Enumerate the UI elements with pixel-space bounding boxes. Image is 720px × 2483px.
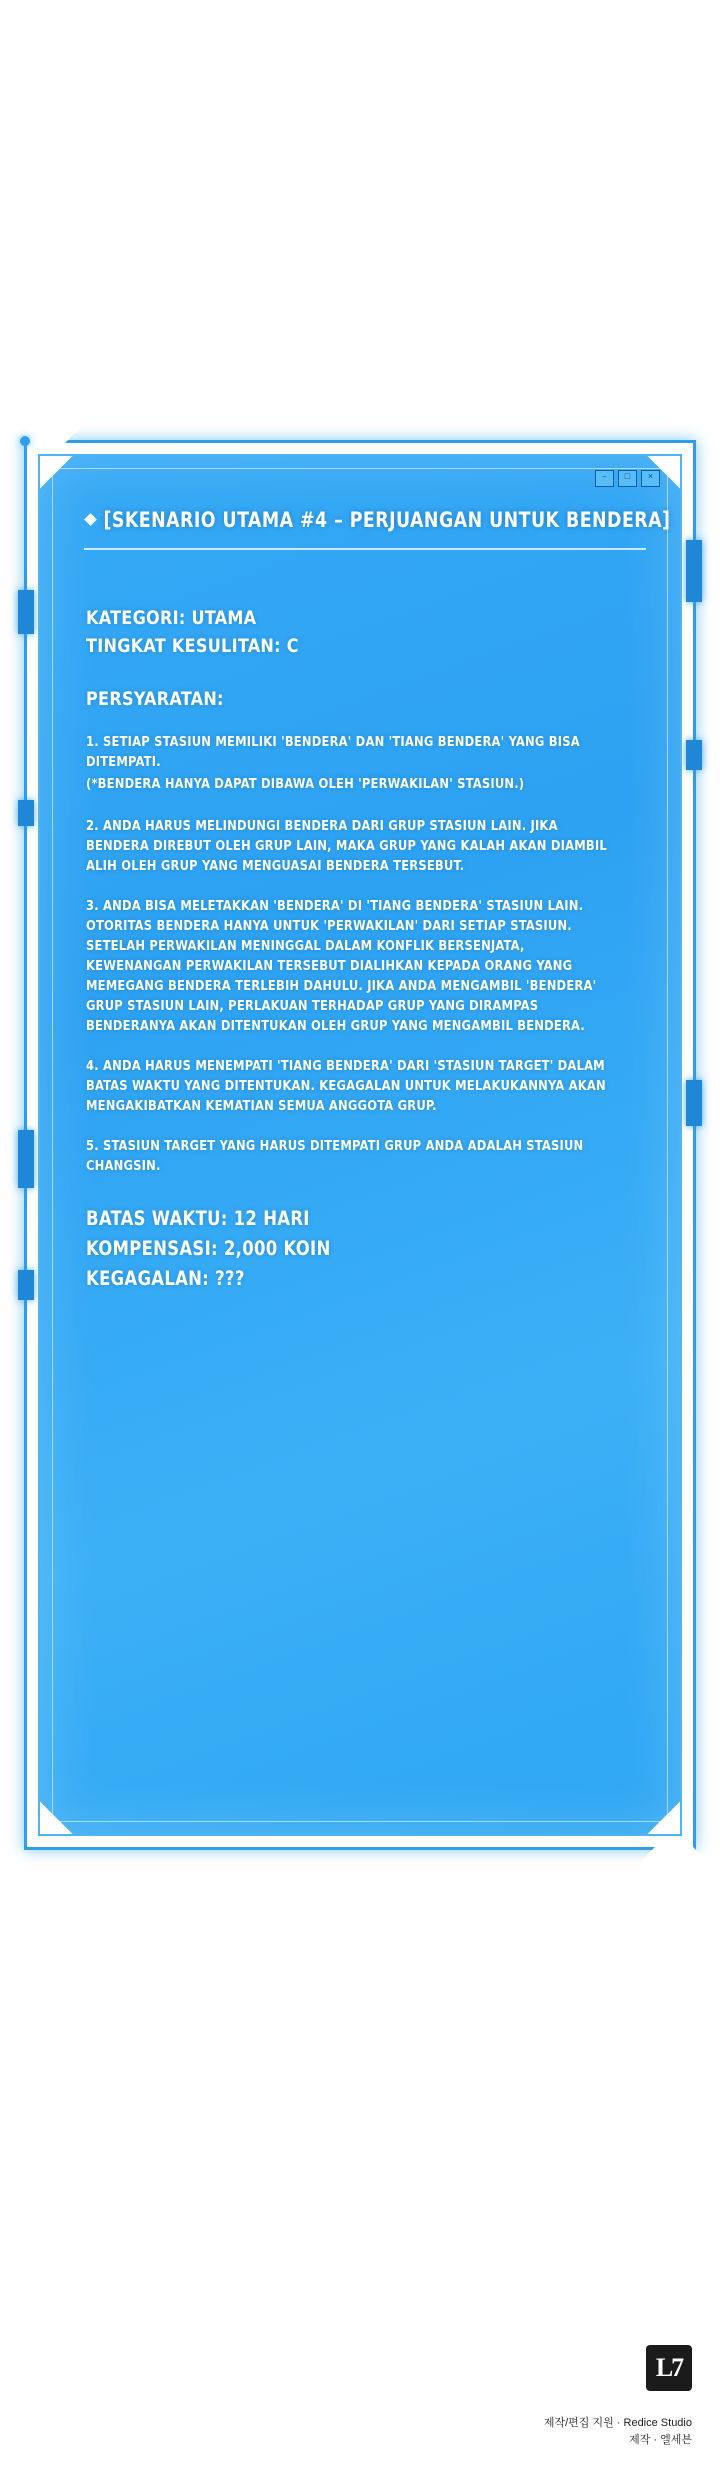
window-panel [38,454,682,1836]
requirement-item-note: (*BENDERA HANYA DAPAT DIBAWA OLEH 'PERWAKILAN' STASIUN.) [86,776,525,792]
credits [544,2415,692,2449]
frame-decoration-right-1 [686,540,702,602]
credits-line-1: 제작/편집 지원 · Redice Studio [543,2417,692,2429]
maximize-button[interactable]: □ [618,470,637,487]
frame-corner-dot [20,436,30,446]
frame-decoration-right-2 [686,740,702,770]
studio-logo-glyph: L7 [655,2353,683,2382]
close-button[interactable]: × [641,470,660,487]
scenario-content [86,604,640,1294]
time-limit-line: BATAS WAKTU: 12 HARI [86,1207,310,1230]
credits-line-2: 제작 · 엘세븐 [629,2434,692,2446]
studio-logo-icon [646,2345,692,2391]
requirement-item: 3. ANDA BISA MELETAKKAN 'BENDERA' DI 'TIANG BENDERA' STASIUN LAIN. OTORITAS BENDERA HANYA UNTUK 'PERWAKILAN' DARI SETIAP STASIUN. SETELAH PERWAKILAN MENINGGAL DALAM KONFLIK BERSENJATA, KEWENANGAN PERWAKILAN TERSEBUT DIALIHKAN KEPADA ORANG YANG MEMEGANG BENDERA TERLEBIH DAHULU. JIKA ANDA MENGAMBIL 'BENDERA' GRUP STASIUN LAIN, PERLAKUAN TERHADAP GRUP YANG DIRAMPAS BENDERANYA AKAN DITENTUKAN OLEH GRUP YANG MENGAMBIL BENDERA. [86,898,597,1034]
frame-decoration-right-3 [686,1080,702,1126]
requirement-item: 1. SETIAP STASIUN MEMILIKI 'BENDERA' DAN 'TIANG BENDERA' YANG BISA DITEMPATI. [86,734,580,770]
difficulty-line: TINGKAT KESULITAN: C [86,635,299,657]
title-underline [84,548,646,550]
minimize-button[interactable]: – [595,470,614,487]
scenario-summary [86,1204,640,1294]
panel-corner-cut-bottom-right [647,1801,682,1836]
panel-corner-cut-top-left [38,454,73,489]
page-title: [SKENARIO UTAMA #4 – PERJUANGAN UNTUK BENDERA] [103,508,671,532]
requirements-heading: PERSYARATAN: [86,688,224,710]
compensation-line: KOMPENSASI: 2,000 KOIN [86,1237,331,1260]
requirements-list [86,732,640,1176]
title-bar [74,508,671,532]
window-controls [595,470,660,487]
frame-decoration-left-3 [18,1130,34,1188]
category-line: KATEGORI: UTAMA [86,607,257,629]
scenario-window [24,440,696,1850]
requirement-item: 5. STASIUN TARGET YANG HARUS DITEMPATI GRUP ANDA ADALAH STASIUN CHANGSIN. [86,1138,584,1174]
requirement-item: 4. ANDA HARUS MENEMPATI 'TIANG BENDERA' DARI 'STASIUN TARGET' DALAM BATAS WAKTU YANG DITENTUKAN. KEGAGALAN UNTUK MELAKUKANNYA AKAN MENGAKIBATKAN KEMATIAN SEMUA ANGGOTA GRUP. [86,1058,606,1114]
requirement-item: 2. ANDA HARUS MELINDUNGI BENDERA DARI GRUP STASIUN LAIN. JIKA BENDERA DIREBUT OLEH GRUP LAIN, MAKA GRUP YANG KALAH AKAN DIAMBIL ALIH OLEH GRUP YANG MENGUASAI BENDERA TERSEBUT. [86,818,607,874]
panel-corner-cut-bottom-left [38,1801,73,1836]
frame-decoration-left-2 [18,800,34,826]
frame-decoration-left-1 [18,590,34,634]
frame-decoration-left-4 [18,1270,34,1300]
failure-line: KEGAGALAN: ??? [86,1267,245,1290]
